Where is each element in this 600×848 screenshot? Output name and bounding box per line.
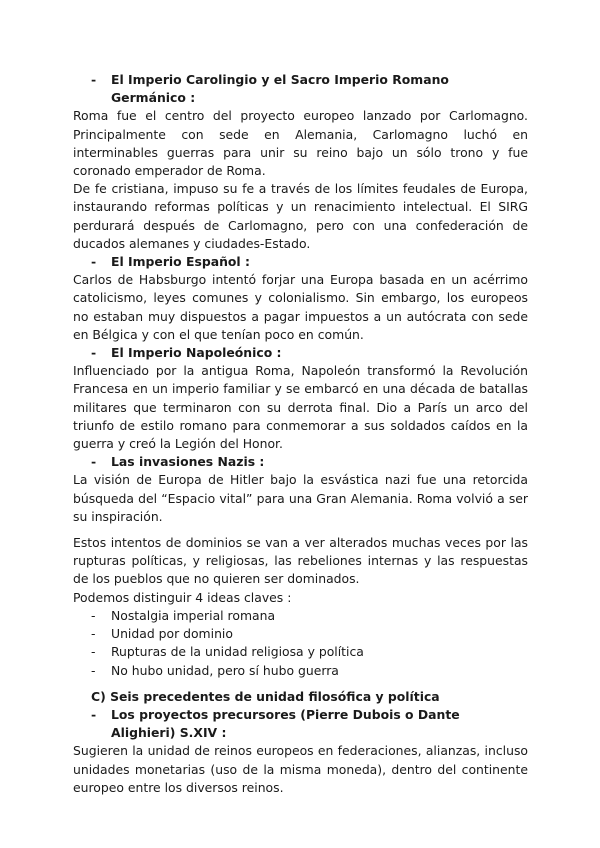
heading-precursores	[73, 706, 528, 742]
heading-text: Las invasiones Nazis :	[111, 454, 265, 470]
bullet-dash: -	[91, 607, 96, 623]
paragraph: De fe cristiana, impuso su fe a través de los límites feudales de Europa, instaurando reformas políticas y un renacimiento intelectual. El SIRG perdurará después de Carlomagno, pero con una confederación de ducados alemanes y ciudades-Estado.	[73, 181, 528, 251]
paragraph: Roma fue el centro del proyecto europeo lanzado por Carlomagno. Principalmente con sede en Alemania, Carlomagno luchó en interminables guerras para unir su reino bajo un sólo trono y fue coronado emperador de Roma.	[73, 108, 528, 179]
bullet-dash: -	[91, 644, 96, 660]
list-item-text: Unidad por dominio	[111, 626, 233, 642]
list-item-text: Nostalgia imperial romana	[111, 607, 276, 623]
bullet-dash: -	[91, 345, 97, 361]
bullet-dash: -	[91, 454, 97, 470]
heading-napoleonico	[73, 344, 528, 362]
heading-text: El Imperio Napoleónico :	[111, 345, 282, 361]
heading-text: El Imperio Carolingio y el Sacro Imperio Romano Germánico :	[111, 72, 449, 106]
heading-nazis	[73, 453, 528, 471]
list-item	[73, 643, 528, 661]
list-item	[73, 607, 528, 625]
paragraph: Estos intentos de dominios se van a ver alterados muchas veces por las rupturas políticas, y religiosas, las rebeliones internas y las respuestas de los pueblos que no quieren ser dominados.	[73, 535, 528, 587]
heading-text: El Imperio Español :	[111, 254, 250, 270]
section-heading: C) Seis precedentes de unidad filosófica y política	[91, 688, 440, 704]
paragraph: Sugieren la unidad de reinos europeos en federaciones, alianzas, incluso unidades monetarias (uso de la misma moneda), dentro del continente europeo entre los diversos reinos.	[73, 743, 528, 795]
heading-text: Los proyectos precursores (Pierre Dubois o Dante Alighieri) S.XIV :	[111, 706, 460, 741]
bullet-dash: -	[91, 72, 97, 87]
bullet-dash: -	[91, 626, 96, 642]
spacer	[73, 680, 528, 688]
bullet-dash: -	[91, 706, 97, 722]
list-item	[73, 662, 528, 680]
spacer	[73, 526, 528, 534]
paragraph: La visión de Europa de Hitler bajo la esvástica nazi fue una retorcida búsqueda del “Espacio vital” para una Gran Alemania. Roma volvió a ser su inspiración.	[73, 472, 528, 524]
paragraph: Carlos de Habsburgo intentó forjar una Europa basada en un acérrimo catolicismo, leyes comunes y colonialismo. Sin embargo, los europeos no estaban muy dispuestos a pagar impuestos a un autócrata con sede en Bélgica y con el que tenían poco en común.	[73, 272, 528, 342]
bullet-dash: -	[91, 254, 97, 270]
document-body	[73, 71, 528, 797]
paragraph: Podemos distinguir 4 ideas claves :	[73, 589, 292, 605]
heading-espanol	[73, 253, 528, 271]
paragraph: Influenciado por la antigua Roma, Napoleón transformó la Revolución Francesa en un imperio familiar y se embarcó en una década de batallas militares que terminaron con su derrota final. Dio a París un arco del triunfo de estilo romano para conmemorar a sus soldados caídos en la guerra y creó la Legión del Honor.	[73, 363, 528, 452]
list-item-text: Rupturas de la unidad religiosa y política	[111, 644, 364, 660]
heading-carolingio	[73, 71, 528, 107]
bullet-dash: -	[91, 662, 96, 678]
list-item	[73, 625, 528, 643]
list-item-text: No hubo unidad, pero sí hubo guerra	[111, 662, 339, 678]
ideas-list	[73, 607, 528, 680]
